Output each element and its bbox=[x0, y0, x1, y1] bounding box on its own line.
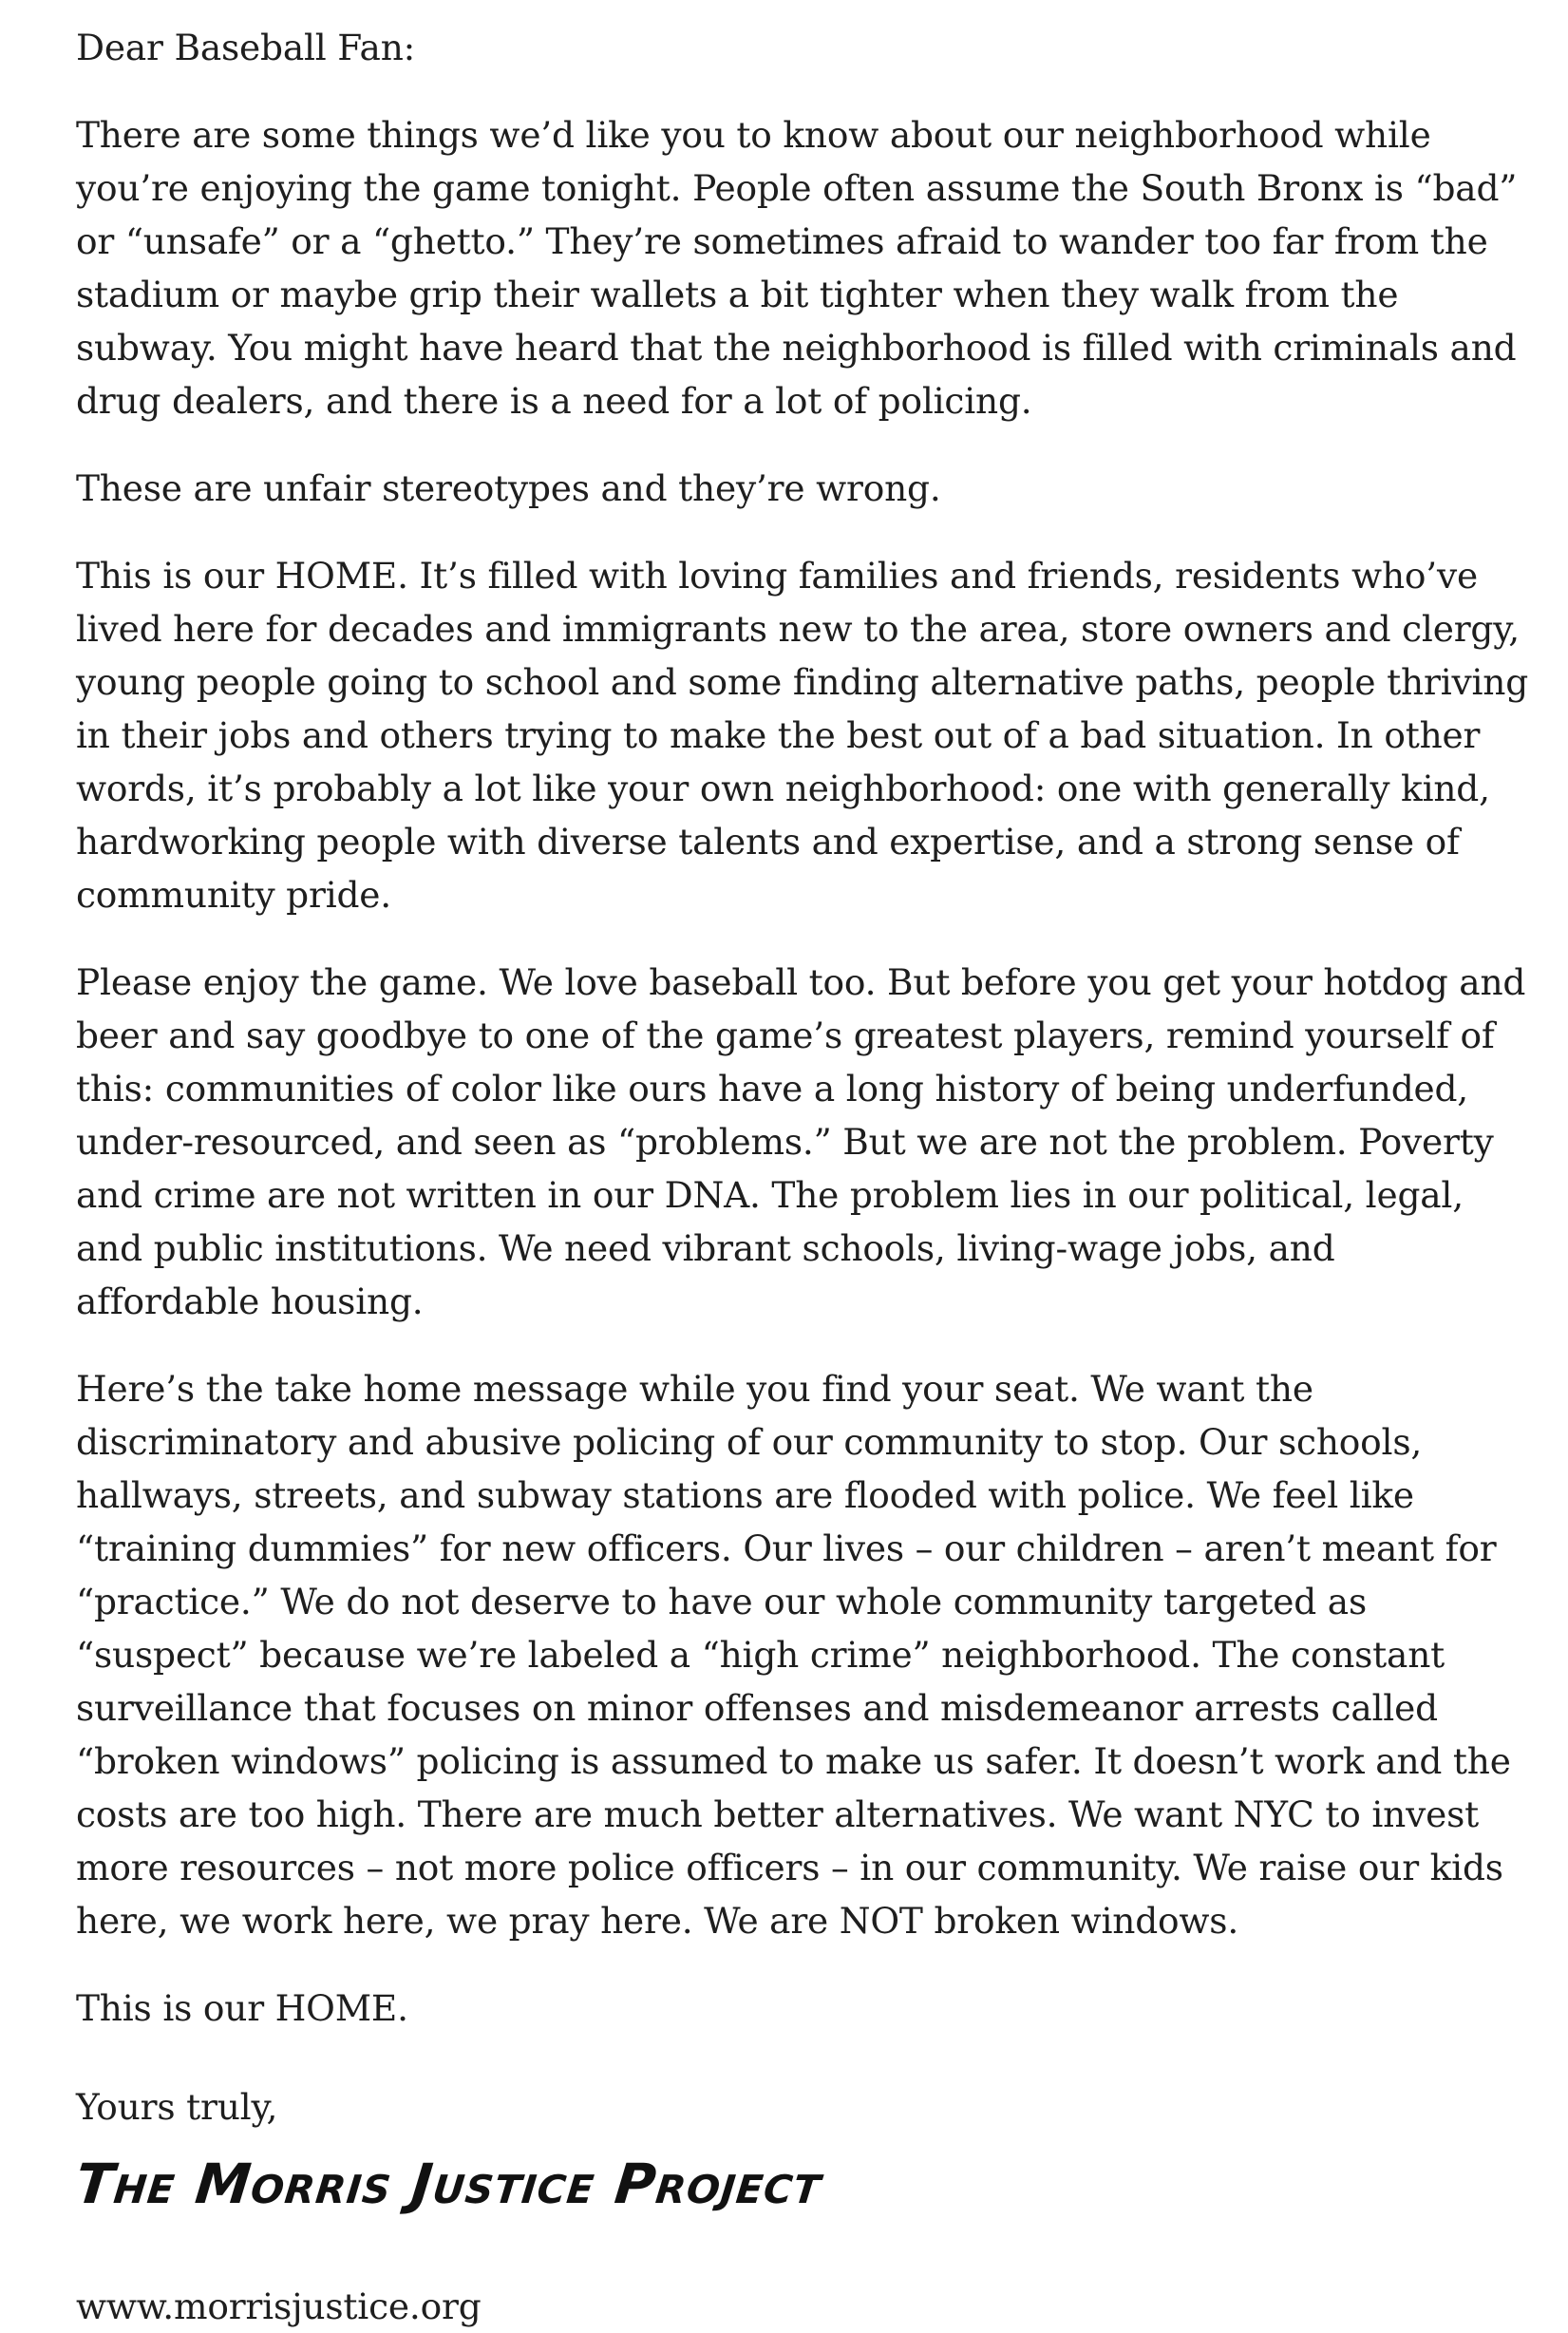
salutation: Dear Baseball Fan: bbox=[76, 27, 416, 68]
paragraph-this-is-our-home: This is our HOME. bbox=[76, 1987, 408, 2029]
paragraph-take-home-message: Here’s the take home message while you find your seat. We want the discriminatory and abusive policing of our community to stop. Our schools, hallways, streets, and subway stations are flooded with police. We feel like “training dummies” for new officers. Our lives – our children – aren’t meant for “practice.” We do not deserve to have our whole community targeted as “suspect” because we’re labeled a “high crime” neighborhood. The constant surveillance that focuses on minor offenses and misdemeanor arrests called “broken windows” policing is assumed to make us safer. It doesn’t work and the costs are too high. There are much better alternatives. We want NYC to invest more resources – not more police officers – in our community. We raise our kids here, we work here, we pray here. We are NOT broken windows. bbox=[76, 1368, 1511, 1942]
paragraph-intro: There are some things we’d like you to know about our neighborhood while you’re enjoying the game tonight. People often assume the South Bronx is “bad” or “unsafe” or a “ghetto.” They’re sometimes afraid to wander too far from the stadium or maybe grip their wallets a bit tighter when they walk from the subway. You might have heard that the neighborhood is filled with criminals and drug dealers, and there is a need for a lot of policing. bbox=[76, 114, 1518, 422]
website-link: www.morrisjustice.org bbox=[76, 2286, 482, 2327]
paragraph-home: This is our HOME. It’s filled with loving families and friends, residents who’ve lived here for decades and immigrants new to the area, store owners and clergy, young people going to school and some finding alternative paths, people thriving in their jobs and others trying to make the best out of a bad situation. In other words, it’s probably a lot like your own neighborhood: one with generally kind, hardworking people with diverse talents and expertise, and a strong sense of community pride. bbox=[76, 555, 1529, 916]
paragraph-enjoy-game: Please enjoy the game. We love baseball too. But before you get your hotdog and beer and say goodbye to one of the game’s greatest players, remind yourself of this: communities of color like ours have a long history of being underfunded, under-resourced, and seen as “problems.” But we are not the problem. Poverty and crime are not written in our DNA. The problem lies in our political, legal, and public institutions. We need vibrant schools, living-wage jobs, and affordable housing. bbox=[76, 961, 1526, 1322]
letter bbox=[72, 21, 1529, 2333]
paragraph-stereotypes: These are unfair stereotypes and they’re wrong. bbox=[76, 467, 941, 509]
closing: Yours truly, bbox=[76, 2086, 278, 2128]
signature: The Morris Justice Project bbox=[72, 2152, 825, 2216]
